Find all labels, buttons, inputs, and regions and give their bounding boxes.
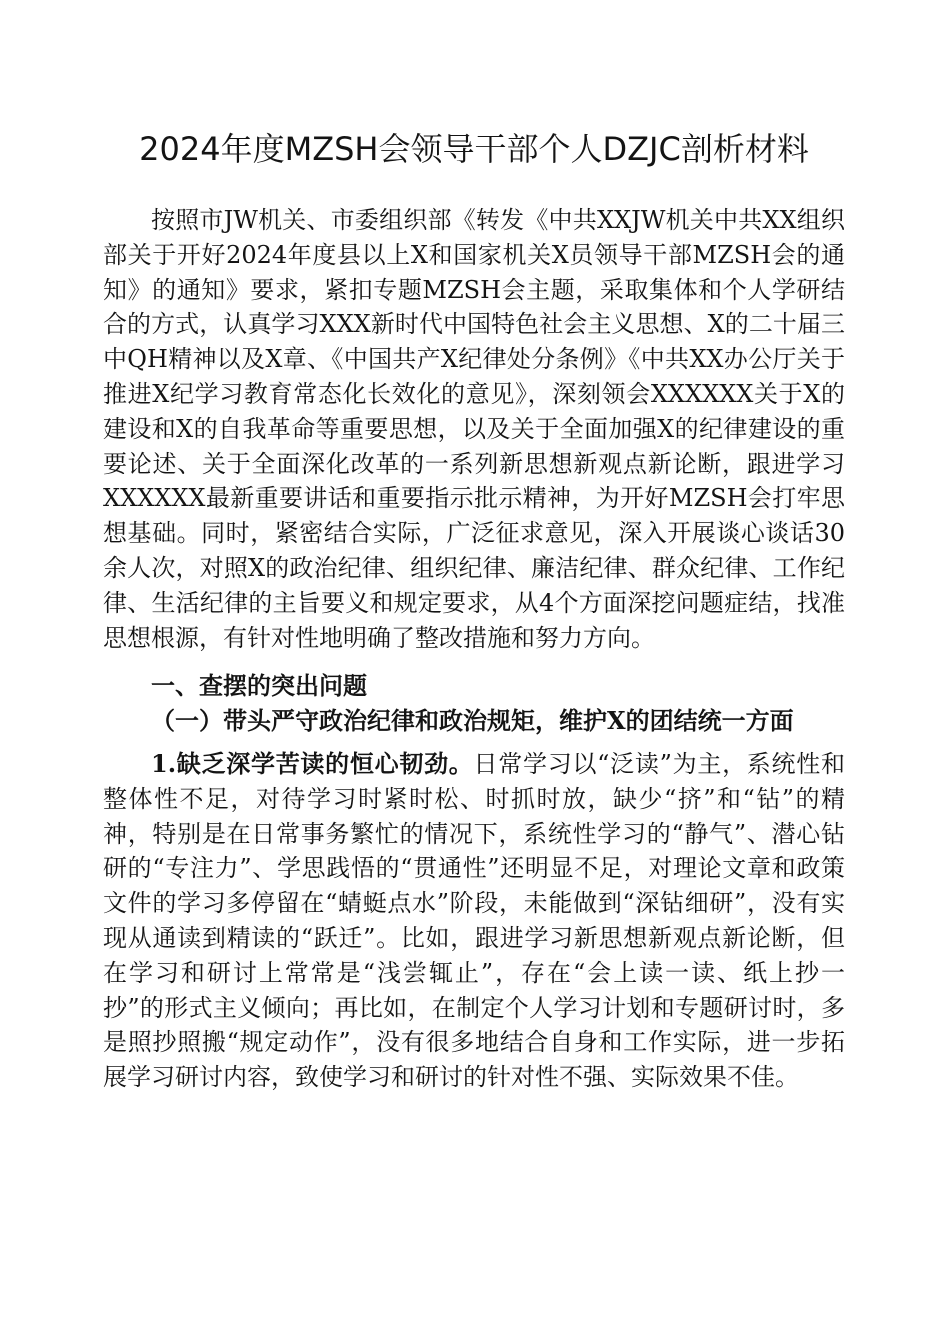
section-heading: 一、查摆的突出问题 — [151, 671, 367, 701]
item-1-paragraph — [103, 747, 845, 1095]
item-1-body: 日常学习以“泛读”为主，系统性和整体性不足，对待学习时紧时松、时抓时放，缺少“挤”和“钻”的精神，特别是在日常事务繁忙的情况下，系统性学习的“静气”、潜心钻研的“专注力”、学思践悟的“贯通性”还明显不足，对理论文章和政策文件的学习多停留在“蜻蜓点水”阶段，未能做到“深钻细研”，没有实现从通读到精读的“跃迁”。比如，跟进学习新思想新观点新论断，但在学习和研讨上常常是“浅尝辄止”，存在“会上读一读、纸上抄一抄”的形式主义倾向；再比如，在制定个人学习计划和专题研讨时，多是照抄照搬“规定动作”，没有很多地结合自身和工作实际，进一步拓展学习研讨内容，致使学习和研讨的针对性不强、实际效果不佳。 — [103, 749, 845, 1092]
document-page — [103, 125, 845, 1095]
subsection-heading: （一）带头严守政治纪律和政治规矩，维护X的团结统一方面 — [151, 706, 794, 736]
intro-paragraph: 按照市JW机关、市委组织部《转发《中共XXJW机关中共XX组织部关于开好2024年度县以上X和国家机关X员领导干部MZSH会的通知》的通知》要求，紧扣专题MZSH会主题，采取集体和个人学研结合的方式，认真学习XXX新时代中国特色社会主义思想、X的二十届三中QH精神以及X章、《中国共产X纪律处分条例》《中共XX办公厅关于推进X纪学习教育常态化长效化的意见》，深刻领会XXXXXX关于X的建设和X的自我革命等重要思想，以及关于全面加强X的纪律建设的重要论述、关于全面深化改革的一系列新思想新观点新论断，跟进学习XXXXXX最新重要讲话和重要指示批示精神，为开好MZSH会打牢思想基础。同时，紧密结合实际，广泛征求意见，深入开展谈心谈话30余人次，对照X的政治纪律、组织纪律、廉洁纪律、群众纪律、工作纪律、生活纪律的主旨要义和规定要求，从4个方面深挖问题症结，找准思想根源，有针对性地明确了整改措施和努力方向。 — [103, 206, 845, 652]
document-title: 2024年度MZSH会领导干部个人DZJC剖析材料 — [139, 130, 809, 168]
item-1-lead: 1.缺乏深学苦读的恒心韧劲。 — [151, 748, 474, 778]
